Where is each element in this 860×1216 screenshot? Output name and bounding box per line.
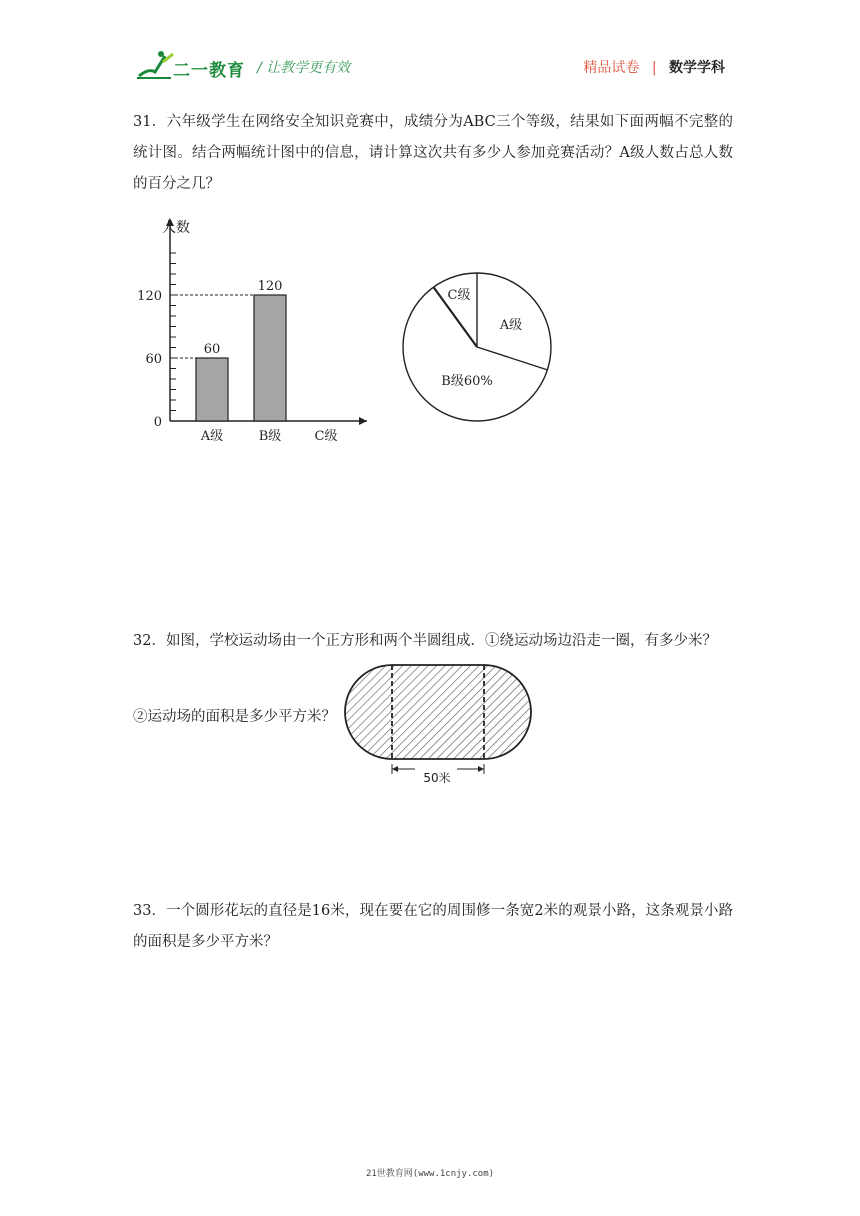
slice-label: C级 — [447, 288, 471, 303]
y-tick-label: 0 — [153, 415, 162, 430]
bar — [254, 295, 286, 421]
x-tick-label: A级 — [200, 429, 224, 444]
logo — [135, 48, 255, 84]
question-31: 31．六年级学生在网络安全知识竞赛中，成绩分为ABC三个等级，结果如下面两幅不完整的统计图。结合两幅统计图中的信息，请计算这次共有多少人参加竞赛活动？A级人数占总人数的百分之几？ — [133, 114, 733, 192]
data-label: 60 — [203, 342, 221, 357]
subject-label: 数学学科 — [669, 60, 725, 76]
stadium-figure — [340, 660, 535, 790]
question-33: 33．一个圆形花坛的直径是16米，现在要在它的周围修一条宽2米的观景小路，这条观景小路的面积是多少平方米？ — [133, 903, 733, 950]
y-tick-label: 120 — [137, 289, 162, 304]
slice-label: B级60% — [441, 374, 493, 389]
y-tick-label: 60 — [145, 352, 162, 367]
header-right — [583, 57, 725, 77]
y-axis-label: 人数 — [162, 220, 190, 236]
pie-marks — [403, 273, 551, 421]
slogan: / 让教学更有效 — [257, 60, 351, 76]
bar-axes — [137, 218, 367, 430]
bar — [196, 358, 228, 421]
page-header — [135, 48, 735, 84]
header-separator: | — [651, 60, 657, 76]
runner-logo-icon — [135, 48, 175, 84]
footer: 21世教育网(www.1cnjy.com) — [365, 1169, 495, 1179]
data-label: 120 — [257, 279, 283, 294]
pie-chart — [395, 265, 560, 430]
bar-marks — [170, 279, 337, 444]
logo-text: 二一教育 — [173, 61, 245, 81]
bar-chart — [135, 210, 375, 450]
question-32-line2: ②运动场的面积是多少平方米？ — [133, 709, 336, 725]
slice-label: A级 — [499, 318, 523, 333]
premium-label: 精品试卷 — [583, 60, 640, 76]
dimension-label: 50米 — [423, 771, 451, 785]
x-tick-label: C级 — [314, 429, 338, 444]
stadium-shape — [345, 665, 531, 759]
x-axis-arrow — [359, 417, 367, 425]
x-tick-label: B级 — [258, 429, 282, 444]
question-32-line1: 32．如图，学校运动场由一个正方形和两个半圆组成．①绕运动场边沿走一圈，有多少米？ — [133, 633, 717, 649]
